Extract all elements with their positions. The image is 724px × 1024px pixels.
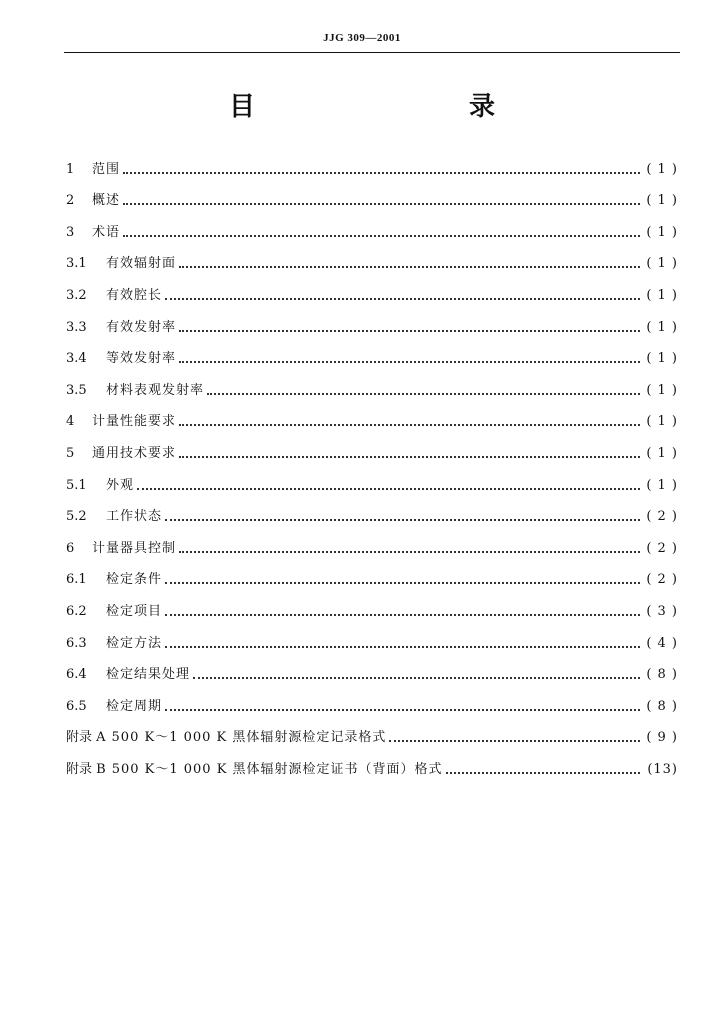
toc-entry-number: 3.5 bbox=[66, 382, 87, 398]
toc-entry[interactable] bbox=[66, 588, 678, 620]
toc-entry-page: ( 3 ) bbox=[646, 603, 678, 619]
toc-dot-leader bbox=[389, 740, 640, 742]
toc-dot-leader bbox=[179, 456, 640, 458]
toc-entry-page: ( 1 ) bbox=[646, 193, 678, 209]
toc-entry-page: ( 1 ) bbox=[646, 256, 678, 272]
toc-entry-number: 6.3 bbox=[66, 635, 87, 651]
toc-entry-label: 范围 bbox=[92, 161, 121, 177]
toc-entry-label: 检定项目 bbox=[106, 603, 163, 619]
toc-dot-leader bbox=[207, 393, 640, 395]
toc-entry[interactable] bbox=[66, 272, 678, 304]
toc-entry-number: 6.4 bbox=[66, 667, 87, 683]
toc-entry[interactable] bbox=[66, 367, 678, 399]
toc-entry[interactable] bbox=[66, 178, 678, 210]
toc-entry-page: ( 1 ) bbox=[646, 414, 678, 430]
toc-entry-label: 计量器具控制 bbox=[92, 540, 177, 556]
document-code-header: JJG 309—2001 bbox=[323, 32, 401, 44]
toc-entry[interactable] bbox=[66, 399, 678, 431]
toc-entry-number: 5.1 bbox=[66, 477, 87, 493]
toc-entry-number: 6.5 bbox=[66, 698, 87, 714]
toc-entry-page: ( 4 ) bbox=[646, 635, 678, 651]
toc-dot-leader bbox=[179, 330, 640, 332]
toc-entry-page: ( 2 ) bbox=[646, 509, 678, 525]
toc-entry-page: ( 1 ) bbox=[646, 445, 678, 461]
toc-entry-label: 有效腔长 bbox=[106, 287, 163, 303]
toc-entry[interactable] bbox=[66, 146, 678, 178]
toc-dot-leader bbox=[179, 424, 640, 426]
toc-entry[interactable] bbox=[66, 209, 678, 241]
toc-dot-leader bbox=[165, 519, 640, 521]
toc-entry-label: 有效发射率 bbox=[106, 319, 177, 335]
toc-entry-label: 有效辐射面 bbox=[106, 256, 177, 272]
toc-entry-page: ( 1 ) bbox=[646, 351, 678, 367]
toc-entry-number: 附录 A bbox=[66, 730, 106, 746]
toc-dot-leader bbox=[165, 709, 640, 711]
toc-entry-number: 6.2 bbox=[66, 603, 87, 619]
toc-entry-label: 计量性能要求 bbox=[92, 414, 177, 430]
toc-entry-number: 5 bbox=[66, 445, 75, 461]
toc-entry-number: 附录 B bbox=[66, 761, 106, 777]
toc-entry[interactable] bbox=[66, 430, 678, 462]
toc-entry[interactable] bbox=[66, 557, 678, 589]
header-rule bbox=[64, 52, 680, 53]
toc-entry-page: ( 8 ) bbox=[646, 698, 678, 714]
toc-dot-leader bbox=[446, 772, 640, 774]
toc-dot-leader bbox=[123, 235, 640, 237]
toc-entry-page: ( 8 ) bbox=[646, 667, 678, 683]
toc-entry-page: ( 1 ) bbox=[646, 287, 678, 303]
toc-entry-number: 6 bbox=[66, 540, 75, 556]
table-of-contents bbox=[66, 146, 678, 778]
toc-entry[interactable] bbox=[66, 462, 678, 494]
toc-entry[interactable] bbox=[66, 652, 678, 684]
toc-entry-label: 检定方法 bbox=[106, 635, 163, 651]
toc-entry-number: 5.2 bbox=[66, 509, 87, 525]
toc-entry-number: 1 bbox=[66, 161, 75, 177]
toc-entry-number: 3.2 bbox=[66, 287, 87, 303]
toc-entry-page: ( 1 ) bbox=[646, 224, 678, 240]
toc-entry-number: 2 bbox=[66, 193, 75, 209]
toc-dot-leader bbox=[123, 203, 640, 205]
toc-entry-number: 3.1 bbox=[66, 256, 87, 272]
toc-dot-leader bbox=[193, 677, 640, 679]
toc-entry-page: ( 1 ) bbox=[646, 161, 678, 177]
toc-dot-leader bbox=[123, 172, 640, 174]
toc-entry-number: 3.4 bbox=[66, 351, 87, 367]
toc-title: 目 录 bbox=[228, 92, 549, 122]
toc-entry-label: 工作状态 bbox=[106, 509, 163, 525]
toc-entry-label: 检定结果处理 bbox=[106, 667, 191, 683]
toc-entry-label: 通用技术要求 bbox=[92, 445, 177, 461]
toc-entry-page: ( 1 ) bbox=[646, 477, 678, 493]
toc-entry-number: 3.3 bbox=[66, 319, 87, 335]
toc-entry[interactable] bbox=[66, 304, 678, 336]
toc-entry-label: 500 K～1 000 K 黑体辐射源检定证书（背面）格式 bbox=[111, 761, 443, 777]
toc-entry-number: 6.1 bbox=[66, 572, 87, 588]
toc-dot-leader bbox=[179, 361, 640, 363]
toc-entry-label: 外观 bbox=[106, 477, 135, 493]
toc-entry[interactable] bbox=[66, 336, 678, 368]
toc-dot-leader bbox=[165, 614, 640, 616]
toc-dot-leader bbox=[165, 646, 640, 648]
toc-dot-leader bbox=[137, 488, 640, 490]
toc-entry[interactable] bbox=[66, 525, 678, 557]
toc-entry-page: ( 1 ) bbox=[646, 382, 678, 398]
toc-entry-label: 检定周期 bbox=[106, 698, 163, 714]
toc-entry[interactable] bbox=[66, 494, 678, 526]
toc-entry[interactable] bbox=[66, 715, 678, 747]
toc-dot-leader bbox=[179, 266, 640, 268]
toc-entry-number: 3 bbox=[66, 224, 75, 240]
toc-entry-page: ( 2 ) bbox=[646, 540, 678, 556]
toc-entry-label: 500 K～1 000 K 黑体辐射源检定记录格式 bbox=[111, 730, 387, 746]
toc-entry[interactable] bbox=[66, 620, 678, 652]
toc-entry[interactable] bbox=[66, 746, 678, 778]
toc-entry-page: (13) bbox=[647, 761, 678, 777]
toc-dot-leader bbox=[179, 551, 640, 553]
toc-entry-page: ( 9 ) bbox=[646, 730, 678, 746]
toc-entry-label: 概述 bbox=[92, 193, 121, 209]
toc-dot-leader bbox=[165, 582, 640, 584]
toc-entry[interactable] bbox=[66, 241, 678, 273]
toc-entry[interactable] bbox=[66, 683, 678, 715]
toc-entry-label: 等效发射率 bbox=[106, 351, 177, 367]
toc-dot-leader bbox=[165, 298, 640, 300]
toc-entry-number: 4 bbox=[66, 414, 75, 430]
toc-entry-label: 术语 bbox=[92, 224, 121, 240]
toc-entry-label: 检定条件 bbox=[106, 572, 163, 588]
toc-entry-page: ( 2 ) bbox=[646, 572, 678, 588]
toc-entry-label: 材料表观发射率 bbox=[106, 382, 205, 398]
toc-entry-page: ( 1 ) bbox=[646, 319, 678, 335]
